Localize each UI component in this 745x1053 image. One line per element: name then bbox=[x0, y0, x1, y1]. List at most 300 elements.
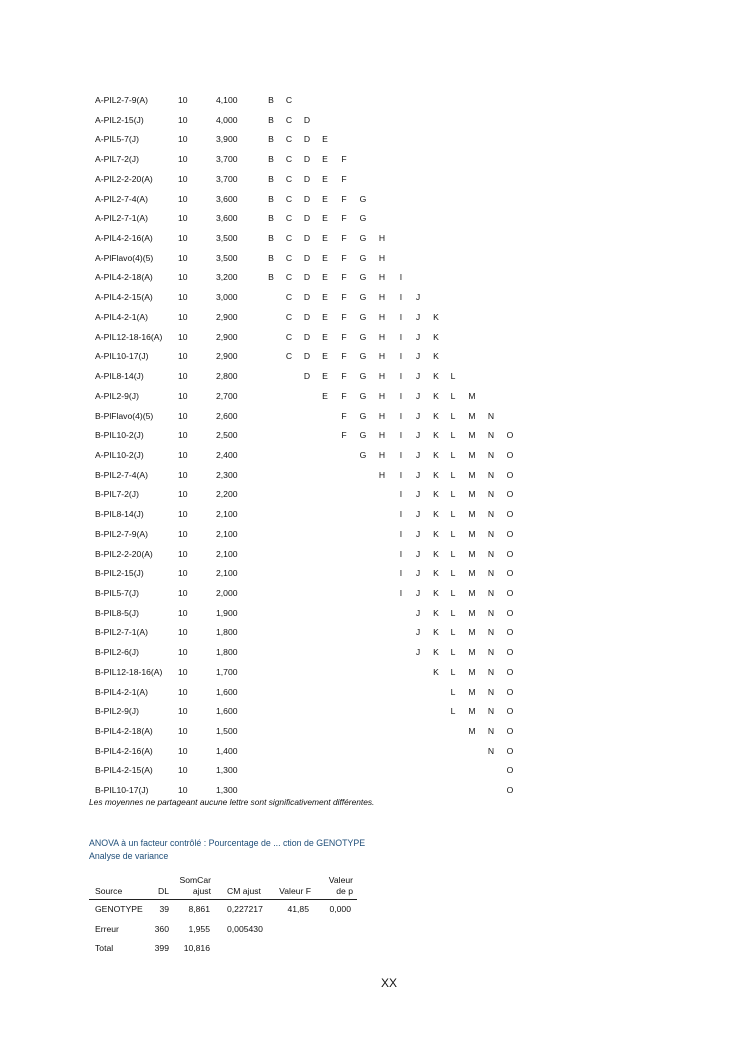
group-letter: N bbox=[487, 745, 495, 756]
group-letter: M bbox=[468, 430, 476, 441]
anova-table bbox=[89, 873, 357, 959]
mean-value: 2,500 bbox=[216, 430, 238, 441]
group-letter: E bbox=[322, 252, 328, 263]
group-letter: J bbox=[415, 627, 421, 638]
group-letter: F bbox=[341, 233, 347, 244]
group-letter: E bbox=[322, 233, 328, 244]
group-letter: N bbox=[487, 726, 495, 736]
group-letter: J bbox=[415, 647, 421, 658]
mean-value: 1,400 bbox=[216, 745, 238, 756]
group-letter: K bbox=[433, 311, 439, 322]
group-letter: M bbox=[468, 726, 476, 736]
genotype-name: A-PIL2-7-9(A) bbox=[95, 95, 149, 105]
group-letter: J bbox=[415, 430, 421, 441]
anova-subtitle: Analyse de variance bbox=[89, 851, 169, 861]
group-letter: C bbox=[285, 351, 293, 362]
mean-value: 2,200 bbox=[216, 489, 238, 500]
sample-count: 10 bbox=[178, 272, 188, 283]
header-cm: CM ajust bbox=[227, 886, 261, 896]
group-letter: E bbox=[322, 154, 328, 165]
mean-value: 3,900 bbox=[216, 134, 238, 145]
group-letter: L bbox=[450, 568, 456, 579]
group-letter: L bbox=[450, 469, 456, 480]
group-letter: I bbox=[399, 528, 403, 539]
group-letter: J bbox=[415, 587, 421, 598]
group-letter: C bbox=[285, 134, 293, 145]
sample-count: 10 bbox=[178, 449, 188, 460]
mean-value: 2,800 bbox=[216, 371, 238, 382]
group-letter: M bbox=[468, 647, 476, 658]
group-letter: K bbox=[433, 390, 439, 401]
mean-value: 4,000 bbox=[216, 114, 238, 125]
genotype-name: A-PlFlavo(4)(5) bbox=[95, 252, 154, 263]
group-letter: L bbox=[450, 410, 456, 421]
sample-count: 10 bbox=[178, 430, 188, 441]
genotype-name: B-PIL4-2-15(A) bbox=[95, 765, 153, 776]
sample-count: 10 bbox=[178, 706, 188, 717]
genotype-name: A-PIL7-2(J) bbox=[95, 154, 139, 165]
group-letter: O bbox=[506, 666, 514, 677]
group-letter: J bbox=[415, 311, 421, 322]
mean-value: 3,500 bbox=[216, 252, 238, 263]
group-letter: N bbox=[487, 509, 495, 520]
group-letter: M bbox=[468, 390, 476, 401]
sample-count: 10 bbox=[178, 292, 188, 303]
mean-value: 3,600 bbox=[216, 193, 238, 204]
group-letter: K bbox=[433, 489, 439, 500]
sample-count: 10 bbox=[178, 351, 188, 362]
group-letter: O bbox=[506, 430, 514, 441]
group-letter: O bbox=[506, 686, 514, 697]
group-letter: F bbox=[341, 173, 347, 184]
mean-value: 2,300 bbox=[216, 469, 238, 480]
genotype-name: B-PIL4-2-16(A) bbox=[95, 745, 153, 756]
genotype-name: A-PIL10-17(J) bbox=[95, 351, 149, 362]
group-letter: L bbox=[450, 627, 456, 638]
group-letter: G bbox=[359, 252, 367, 263]
group-letter: O bbox=[506, 449, 514, 460]
group-letter: C bbox=[285, 292, 293, 303]
mean-value: 3,200 bbox=[216, 272, 238, 283]
mean-value: 1,800 bbox=[216, 647, 238, 658]
mean-value: 2,000 bbox=[216, 587, 238, 598]
group-letter: E bbox=[322, 331, 328, 342]
group-letter: M bbox=[468, 489, 476, 500]
group-letter: G bbox=[359, 410, 367, 421]
group-letter: I bbox=[399, 272, 403, 283]
group-letter: C bbox=[285, 154, 293, 165]
group-letter: I bbox=[399, 430, 403, 441]
sample-count: 10 bbox=[178, 233, 188, 244]
mean-value: 2,100 bbox=[216, 568, 238, 579]
group-letter: M bbox=[468, 509, 476, 520]
sample-count: 10 bbox=[178, 666, 188, 677]
mean-value: 4,100 bbox=[216, 95, 238, 105]
sample-count: 10 bbox=[178, 785, 188, 796]
group-letter: J bbox=[415, 509, 421, 520]
genotype-name: B-PlFlavo(4)(5) bbox=[95, 410, 154, 421]
group-letter: H bbox=[378, 449, 386, 460]
mean-value: 2,100 bbox=[216, 509, 238, 520]
sample-count: 10 bbox=[178, 627, 188, 638]
sample-count: 10 bbox=[178, 390, 188, 401]
group-letter: K bbox=[433, 509, 439, 520]
group-letter: H bbox=[378, 252, 386, 263]
group-letter: G bbox=[359, 430, 367, 441]
group-letter: M bbox=[468, 528, 476, 539]
genotype-name: A-PIL4-2-15(A) bbox=[95, 292, 153, 303]
sample-count: 10 bbox=[178, 686, 188, 697]
genotype-name: B-PIL2-15(J) bbox=[95, 568, 144, 579]
group-letter: J bbox=[415, 607, 421, 618]
mean-value: 1,600 bbox=[216, 686, 238, 697]
anova-row bbox=[89, 900, 357, 920]
group-letter: O bbox=[506, 548, 514, 559]
group-letter: I bbox=[399, 568, 403, 579]
group-letter: F bbox=[341, 193, 347, 204]
group-letter: O bbox=[506, 765, 514, 776]
group-letter: F bbox=[341, 430, 347, 441]
anova-source: GENOTYPE bbox=[95, 904, 143, 914]
anova-source: Total bbox=[95, 943, 114, 953]
group-letter: H bbox=[378, 272, 386, 283]
group-letter: D bbox=[303, 134, 311, 145]
genotype-name: B-PIL10-17(J) bbox=[95, 785, 149, 796]
group-letter: D bbox=[303, 351, 311, 362]
mean-value: 3,600 bbox=[216, 213, 238, 224]
mean-value: 2,100 bbox=[216, 548, 238, 559]
anova-header-row bbox=[89, 873, 357, 900]
group-letter: E bbox=[322, 213, 328, 224]
sample-count: 10 bbox=[178, 765, 188, 776]
group-letter: D bbox=[303, 311, 311, 322]
group-letter: K bbox=[433, 627, 439, 638]
group-letter: F bbox=[341, 213, 347, 224]
group-letter: I bbox=[399, 311, 403, 322]
group-letter: K bbox=[433, 607, 439, 618]
header-somcar: SomCar ajust bbox=[179, 875, 211, 896]
group-letter: M bbox=[468, 469, 476, 480]
sample-count: 10 bbox=[178, 134, 188, 145]
group-letter: I bbox=[399, 390, 403, 401]
group-letter: J bbox=[415, 568, 421, 579]
group-letter: K bbox=[433, 351, 439, 362]
group-letter: L bbox=[450, 390, 456, 401]
group-letter: F bbox=[341, 351, 347, 362]
group-letter: O bbox=[506, 587, 514, 598]
group-letter: N bbox=[487, 568, 495, 579]
group-letter: I bbox=[399, 410, 403, 421]
genotype-name: B-PIL10-2(J) bbox=[95, 430, 144, 441]
group-letter: J bbox=[415, 528, 421, 539]
genotype-name: A-PIL4-2-18(A) bbox=[95, 272, 153, 283]
anova-dl: 39 bbox=[159, 904, 169, 914]
group-letter: O bbox=[506, 647, 514, 658]
group-letter: K bbox=[433, 568, 439, 579]
group-letter: K bbox=[433, 430, 439, 441]
group-letter: H bbox=[378, 469, 386, 480]
mean-value: 2,900 bbox=[216, 311, 238, 322]
group-letter: I bbox=[399, 371, 403, 382]
group-letter: N bbox=[487, 587, 495, 598]
sample-count: 10 bbox=[178, 548, 188, 559]
group-letter: M bbox=[468, 607, 476, 618]
group-letter: B bbox=[268, 134, 274, 145]
group-letter: B bbox=[268, 173, 274, 184]
group-letter: M bbox=[468, 548, 476, 559]
group-letter: L bbox=[450, 548, 456, 559]
group-letter: K bbox=[433, 449, 439, 460]
group-letter: I bbox=[399, 449, 403, 460]
group-letter: D bbox=[303, 154, 311, 165]
group-letter: N bbox=[487, 430, 495, 441]
group-letter: J bbox=[415, 371, 421, 382]
group-letter: J bbox=[415, 390, 421, 401]
group-letter: I bbox=[399, 509, 403, 520]
group-letter: K bbox=[433, 666, 439, 677]
sample-count: 10 bbox=[178, 469, 188, 480]
sample-count: 10 bbox=[178, 154, 188, 165]
sample-count: 10 bbox=[178, 745, 188, 756]
group-letter: M bbox=[468, 686, 476, 697]
genotype-name: B-PIL7-2(J) bbox=[95, 489, 139, 500]
genotype-name: B-PIL2-7-1(A) bbox=[95, 627, 149, 638]
group-letter: C bbox=[285, 252, 293, 263]
group-letter: N bbox=[487, 410, 495, 421]
group-letter: H bbox=[378, 390, 386, 401]
group-letter: B bbox=[268, 95, 274, 105]
mean-value: 3,000 bbox=[216, 292, 238, 303]
group-letter: N bbox=[487, 489, 495, 500]
group-letter: M bbox=[468, 706, 476, 717]
group-letter: B bbox=[268, 213, 274, 224]
group-letter: H bbox=[378, 292, 386, 303]
group-letter: L bbox=[450, 371, 456, 382]
group-letter: G bbox=[359, 331, 367, 342]
sample-count: 10 bbox=[178, 311, 188, 322]
group-letter: N bbox=[487, 647, 495, 658]
genotype-name: A-PIL2-7-4(A) bbox=[95, 193, 149, 204]
anova-f: 41,85 bbox=[287, 904, 309, 914]
genotype-name: A-PIL12-18-16(A) bbox=[95, 331, 163, 342]
group-letter: D bbox=[303, 252, 311, 263]
group-letter: F bbox=[341, 252, 347, 263]
mean-value: 2,100 bbox=[216, 528, 238, 539]
anova-p: 0,000 bbox=[329, 904, 351, 914]
header-p: Valeur de p bbox=[328, 875, 353, 896]
group-letter: I bbox=[399, 587, 403, 598]
group-letter: O bbox=[506, 489, 514, 500]
group-letter: C bbox=[285, 213, 293, 224]
group-letter: F bbox=[341, 292, 347, 303]
sample-count: 10 bbox=[178, 331, 188, 342]
group-letter: H bbox=[378, 233, 386, 244]
group-letter: O bbox=[506, 726, 514, 736]
sample-count: 10 bbox=[178, 647, 188, 658]
sample-count: 10 bbox=[178, 114, 188, 125]
group-letter: M bbox=[468, 627, 476, 638]
group-letter: E bbox=[322, 173, 328, 184]
sample-count: 10 bbox=[178, 252, 188, 263]
group-letter: J bbox=[415, 410, 421, 421]
group-letter: O bbox=[506, 528, 514, 539]
sample-count: 10 bbox=[178, 568, 188, 579]
group-letter: L bbox=[450, 607, 456, 618]
group-letter: D bbox=[303, 272, 311, 283]
mean-value: 1,700 bbox=[216, 666, 238, 677]
group-letter: G bbox=[359, 292, 367, 303]
group-letter: L bbox=[450, 489, 456, 500]
group-letter: C bbox=[285, 95, 293, 105]
mean-value: 2,400 bbox=[216, 449, 238, 460]
mean-value: 3,500 bbox=[216, 233, 238, 244]
group-letter: I bbox=[399, 548, 403, 559]
group-letter: G bbox=[359, 233, 367, 244]
group-letter: J bbox=[415, 331, 421, 342]
group-letter: I bbox=[399, 292, 403, 303]
genotype-name: A-PIL2-7-1(A) bbox=[95, 213, 149, 224]
page-footer: XX bbox=[381, 976, 398, 990]
group-letter: M bbox=[468, 410, 476, 421]
sample-count: 10 bbox=[178, 173, 188, 184]
group-letter: D bbox=[303, 213, 311, 224]
group-letter: O bbox=[506, 509, 514, 520]
group-letter: E bbox=[322, 311, 328, 322]
group-letter: G bbox=[359, 371, 367, 382]
group-letter: L bbox=[450, 430, 456, 441]
group-letter: D bbox=[303, 331, 311, 342]
group-letter: D bbox=[303, 233, 311, 244]
group-letter: L bbox=[450, 686, 456, 697]
group-letter: J bbox=[415, 489, 421, 500]
group-letter: C bbox=[285, 173, 293, 184]
header-source: Source bbox=[95, 886, 123, 896]
anova-row bbox=[89, 920, 357, 940]
header-f: Valeur F bbox=[279, 886, 311, 896]
group-letter: I bbox=[399, 489, 403, 500]
sample-count: 10 bbox=[178, 509, 188, 520]
group-letter: E bbox=[322, 390, 328, 401]
genotype-name: A-PIL8-14(J) bbox=[95, 371, 144, 382]
group-letter: J bbox=[415, 292, 421, 303]
group-letter: B bbox=[268, 252, 274, 263]
group-letter: C bbox=[285, 193, 293, 204]
group-letter: B bbox=[268, 193, 274, 204]
mean-value: 3,700 bbox=[216, 154, 238, 165]
group-letter: N bbox=[487, 706, 495, 717]
group-letter: G bbox=[359, 213, 367, 224]
group-letter: K bbox=[433, 548, 439, 559]
group-letter: F bbox=[341, 331, 347, 342]
anova-source: Erreur bbox=[95, 923, 119, 934]
mean-value: 1,500 bbox=[216, 726, 238, 736]
group-letter: H bbox=[378, 351, 386, 362]
genotype-name: B-PIL4-2-1(A) bbox=[95, 686, 149, 697]
group-letter: L bbox=[450, 509, 456, 520]
group-letter: H bbox=[378, 410, 386, 421]
group-letter: N bbox=[487, 666, 495, 677]
anova-dl: 399 bbox=[154, 943, 169, 953]
group-letter: L bbox=[450, 587, 456, 598]
group-letter: L bbox=[450, 666, 456, 677]
group-letter: B bbox=[268, 154, 274, 165]
group-letter: F bbox=[341, 154, 347, 165]
genotype-name: B-PIL2-6(J) bbox=[95, 647, 139, 658]
group-letter: K bbox=[433, 371, 439, 382]
group-letter: O bbox=[506, 568, 514, 579]
group-letter: C bbox=[285, 272, 293, 283]
group-letter: N bbox=[487, 686, 495, 697]
group-letter: M bbox=[468, 587, 476, 598]
sample-count: 10 bbox=[178, 489, 188, 500]
group-letter: M bbox=[468, 449, 476, 460]
mean-value: 2,600 bbox=[216, 410, 238, 421]
genotype-name: A-PIL2-15(J) bbox=[95, 114, 144, 125]
group-letter: E bbox=[322, 371, 328, 382]
anova-dl: 360 bbox=[154, 923, 169, 934]
group-letter: G bbox=[359, 351, 367, 362]
group-letter: K bbox=[433, 528, 439, 539]
genotype-name: A-PIL4-2-1(A) bbox=[95, 311, 149, 322]
group-letter: O bbox=[506, 627, 514, 638]
group-letter: I bbox=[399, 469, 403, 480]
group-letter: F bbox=[341, 311, 347, 322]
group-letter: C bbox=[285, 233, 293, 244]
sample-count: 10 bbox=[178, 213, 188, 224]
sample-count: 10 bbox=[178, 95, 188, 105]
group-letter: K bbox=[433, 331, 439, 342]
anova-cm: 0,227217 bbox=[227, 904, 263, 914]
genotype-name: B-PIL4-2-18(A) bbox=[95, 726, 153, 736]
mean-value: 3,700 bbox=[216, 173, 238, 184]
group-letter: N bbox=[487, 627, 495, 638]
group-letter: M bbox=[468, 568, 476, 579]
sample-count: 10 bbox=[178, 193, 188, 204]
genotype-name: A-PIL2-9(J) bbox=[95, 390, 139, 401]
group-letter: H bbox=[378, 311, 386, 322]
group-letter: H bbox=[378, 371, 386, 382]
group-letter: B bbox=[268, 272, 274, 283]
group-letter: D bbox=[303, 371, 311, 382]
group-letter: C bbox=[285, 114, 293, 125]
group-letter: L bbox=[450, 449, 456, 460]
group-letter: C bbox=[285, 311, 293, 322]
group-letter: G bbox=[359, 390, 367, 401]
group-letter: B bbox=[268, 114, 274, 125]
header-dl: DL bbox=[158, 886, 169, 896]
genotype-name: B-PIL2-2-20(A) bbox=[95, 548, 153, 559]
group-letter: D bbox=[303, 114, 311, 125]
mean-value: 2,900 bbox=[216, 331, 238, 342]
genotype-name: A-PIL5-7(J) bbox=[95, 134, 139, 145]
genotype-name: B-PIL2-9(J) bbox=[95, 706, 139, 717]
group-letter: C bbox=[285, 331, 293, 342]
group-letter: D bbox=[303, 193, 311, 204]
group-letter: F bbox=[341, 371, 347, 382]
group-letter: E bbox=[322, 351, 328, 362]
anova-title: ANOVA à un facteur contrôlé : Pourcentage de ... ction de GENOTYPE bbox=[89, 838, 366, 848]
genotype-name: A-PIL4-2-16(A) bbox=[95, 233, 153, 244]
group-letter: G bbox=[359, 193, 367, 204]
group-letter: E bbox=[322, 272, 328, 283]
mean-value: 1,900 bbox=[216, 607, 238, 618]
sample-count: 10 bbox=[178, 587, 188, 598]
genotype-name: A-PIL10-2(J) bbox=[95, 449, 144, 460]
group-letter: L bbox=[450, 647, 456, 658]
group-letter: O bbox=[506, 607, 514, 618]
mean-value: 1,300 bbox=[216, 765, 238, 776]
group-letter: N bbox=[487, 607, 495, 618]
